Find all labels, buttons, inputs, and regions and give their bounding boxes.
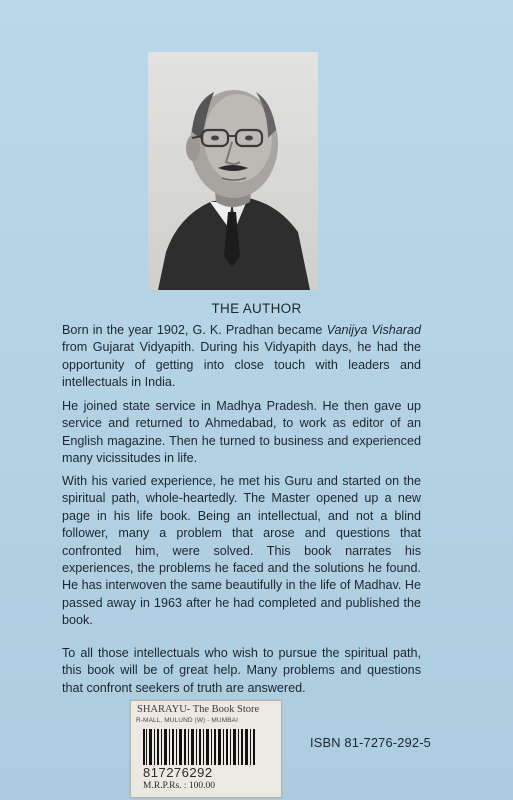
bio-paragraph-2: He joined state service in Madhya Pradesh. He then gave up service and returned to Ahmedabad, to work as editor of an English magazine. Then he turned to business and experienced many vicissitudes in life.: [62, 399, 421, 466]
store-address: R-MALL, MULUND (W) - MUMBAI: [136, 717, 239, 724]
title-vanijya-visharad: Vanijya Visharad: [326, 323, 421, 337]
bio-paragraph-1-rest: from Gujarat Vidyapith. During his Vidyapith days, he had the opportunity of getting into close touch with leaders and intellectuals in India.: [62, 340, 421, 390]
bio-paragraph-4: To all those intellectuals who wish to pursue the spiritual path, this book will be of great help. Many problems and questions that confront seekers of truth are answered.: [62, 646, 421, 695]
mrp-price: M.R.P.Rs. : 100.00: [143, 781, 216, 791]
author-portrait: [148, 52, 318, 290]
barcode-number: 817276292: [143, 765, 213, 780]
author-photo: [148, 52, 318, 290]
barcode-icon: [141, 729, 259, 765]
price-sticker: [130, 700, 282, 798]
section-heading: THE AUTHOR: [211, 301, 302, 316]
isbn-number: ISBN 81-7276-292-5: [310, 735, 431, 750]
bio-paragraph-1-text: Born in the year 1902, G. K. Pradhan became: [62, 323, 327, 337]
bio-paragraph-3: With his varied experience, he met his Guru and started on the spiritual path, whole-heartedly. The Master opened up a new page in his life book. Being an intellectual, and not a blind follower, many a problem that arose and questions that confronted him, were solved. This book narrates his experiences, the problems he faced and the solutions he found. He has interwoven the same beautifully in the life of Madhav. He passed away in 1963 after he had completed and published the book.: [62, 474, 421, 628]
bio-paragraph-1: [62, 322, 421, 392]
store-name: SHARAYU- The Book Store: [137, 704, 260, 715]
